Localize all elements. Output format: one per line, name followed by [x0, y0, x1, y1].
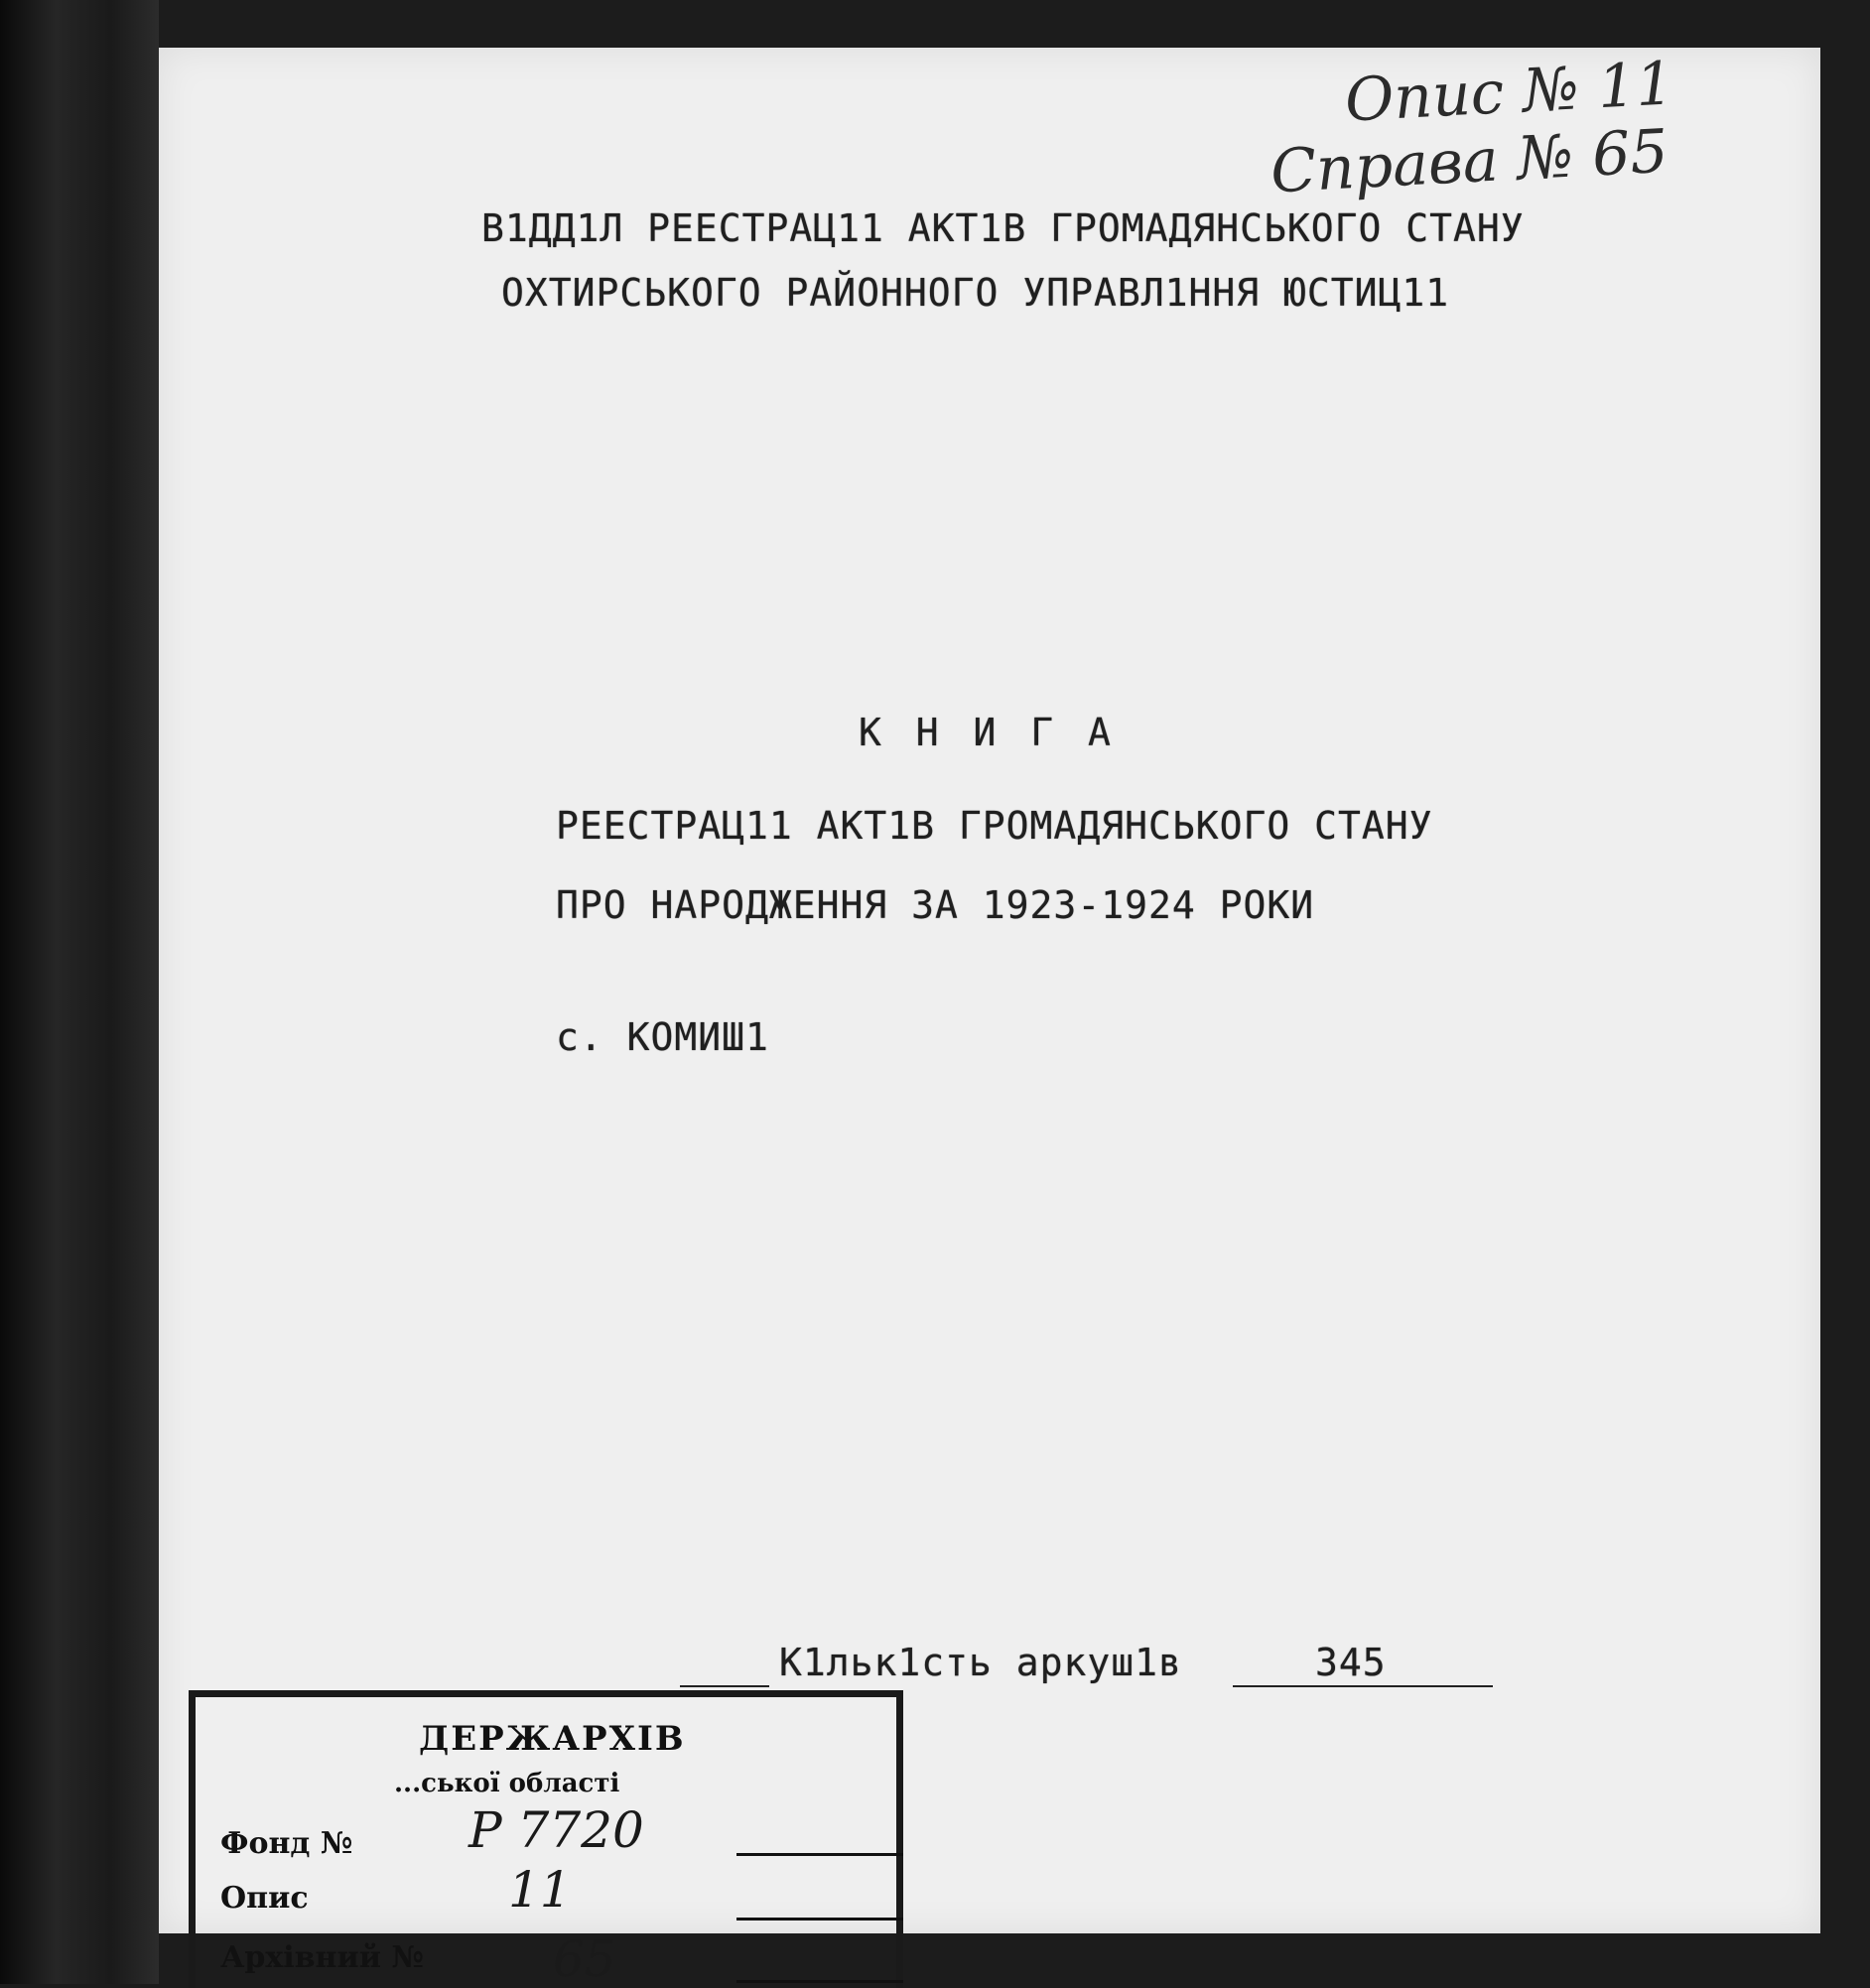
stamp-line-2 [736, 1918, 903, 1921]
sheet-count-underline [1233, 1685, 1493, 1687]
sheet-count-left-rule [680, 1685, 769, 1687]
village-name: с. КОМИШ1 [556, 1015, 769, 1059]
sheet-count-value: 345 [1315, 1641, 1387, 1684]
header-line-2: ОХТИРСЬКОГО РАЙОННОГО УПРАВЛ1ННЯ ЮСТИЦ11 [501, 271, 1450, 315]
stamp-region: ...ської області [394, 1769, 620, 1798]
handwritten-case-note: Справа № 65 [1269, 116, 1670, 207]
stamp-line-1 [736, 1853, 903, 1856]
handwritten-inventory-note: Опис № 11 [1343, 49, 1675, 136]
sheet-count-label: К1льк1сть аркуш1в [779, 1641, 1182, 1684]
stamp-archive-name: ДЕРЖАРХІВ [419, 1719, 686, 1759]
stamp-line-3 [736, 1980, 903, 1983]
archive-stamp [189, 1690, 903, 1988]
stamp-opys-value: 11 [508, 1861, 572, 1919]
title-line-2: ПРО НАРОДЖЕННЯ ЗА 1923-1924 РОКИ [556, 883, 1315, 927]
document-page [159, 48, 1820, 1933]
stamp-opys-label: Опис [220, 1881, 309, 1916]
title-line-1: РЕЕСТРАЦ11 АКТ1В ГРОМАДЯНСЬКОГО СТАНУ [556, 804, 1433, 848]
book-title: К Н И Г А [859, 711, 1117, 754]
stamp-fond-label: Фонд № [220, 1826, 353, 1861]
stamp-fond-value: Р 7720 [468, 1801, 644, 1859]
stamp-sprava-label: Архівний № [220, 1940, 425, 1975]
book-binding [0, 0, 159, 1984]
stamp-sprava-value: 65 [553, 1930, 616, 1988]
header-line-1: В1ДД1Л РЕЕСТРАЦ11 АКТ1В ГРОМАДЯНСЬКОГО СТАНУ [481, 206, 1525, 250]
